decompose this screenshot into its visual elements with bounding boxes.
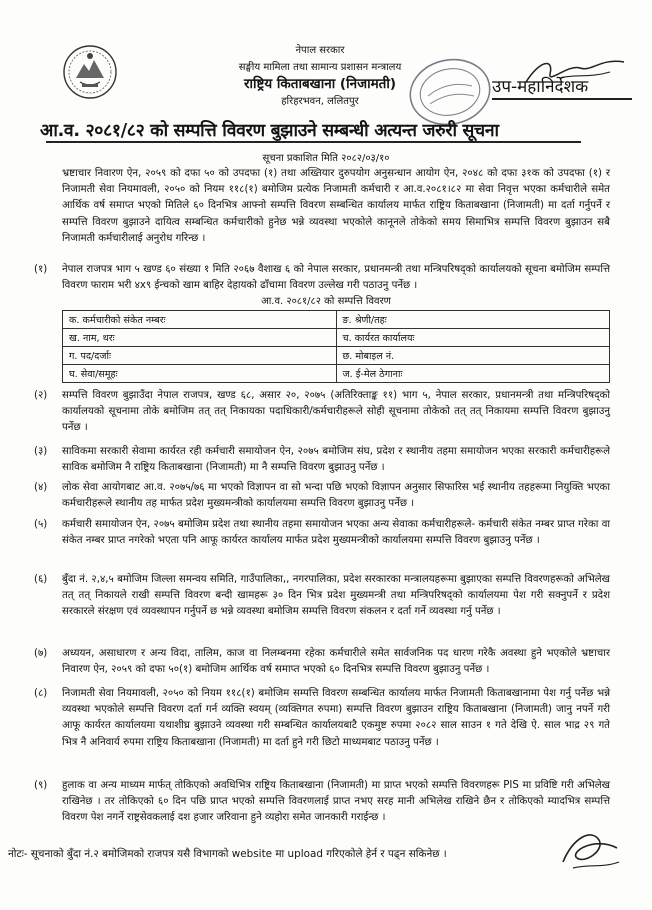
item-number: (६) — [34, 574, 48, 585]
table-cell: च. कार्यरत कार्यालयः — [336, 329, 610, 347]
government-name: नेपाल सरकार — [295, 45, 345, 56]
item-text: अध्ययन, असाधारण र अन्य विदा, तालिम, काज वा निलम्बनमा रहेका कर्मचारीले समेत सार्वजनिक पद धारण गरेकै अवस्था हुने भएकोले भ्रष्टाचार निवारण ऐन, २०५९ को दफा ५०(१) बमोजिम आर्थिक वर्ष समाप्त भएको ६० दिनभित्र सम्पत्ति विवरण बुझाउनु पर्नेछ । — [62, 648, 610, 676]
item-text: निजामती सेवा नियमावली, २०५० को नियम ११८(१) बमोजिम सम्पत्ति विवरण सम्बन्धित कार्यालय मार्फत निजामती किताबखानामा पेश गर्नु पर्नेछ भन्ने व्यवस्था भएकोले सम्पत्ति विवरण दर्ता गर्न व्यक्ति स्वयम् (व्यक्तिगत रुपमा) सम्पत्ति विवरण बुझाउन राष्ट्रिय किताबखाना (निजामती) जानु नपर्ने गरी आफू कार्यरत कार्यालयमा यथाशीघ्र बुझाउने व्यवस्था गरी सम्बन्धित कार्यालयबाटै एकमुष्ट रुपमा २०८२ साल साउन १ गते देखि ऐ. साल भाद्र २९ गते भित्र नै अनिवार्य रुपमा राष्ट्रिय किताबखाना (निजामती) मा दर्ता हुने गरी छिटो माध्यमबाट पठाउनु पर्नेछ । — [62, 688, 610, 748]
office-seal-icon — [398, 50, 498, 128]
item-number: (५) — [34, 519, 48, 530]
intro-paragraph: भ्रष्टाचार निवारण ऐन, २०५९ को दफा ५० को उपदफा (१) तथा अख्तियार दुरुपयोग अनुसन्धान आयोग ऐन, २०४८ को दफा ३१क को उपदफा (१) र निजामती सेवा नियमावली, २०५० को नियम ११८(१) बमोजिम प्रत्येक निजामती कर्मचारी र आ.व.२०८१।८२ मा सेवा निवृत्त भएका कर्मचारीले समेत आर्थिक वर्ष समाप्त भएको मितिले ६० दिनभित्र आफ्नो सम्पत्ति विवरण सम्बन्धित कार्यालय मार्फत राष्ट्रिय किताबखाना (निजामती) मा दर्ता गर्नुपर्ने र सम्पत्ति विवरण बुझाउने दायित्व सम्बन्धित कर्मचारीको हुनेछ भन्ने व्यवस्था भएकोले कानूनले तोकेको समय सिमाभित्र सम्पत्ति विवरण बुझाउन सबै निजामती कर्मचारीलाई अनुरोध गरिन्छ । — [62, 168, 610, 244]
item-number: (९) — [34, 780, 48, 791]
table-row — [63, 347, 610, 365]
item-text: सम्पत्ति विवरण बुझाउँदा नेपाल राजपत्र, खण्ड ६८, असार २०, २०७५ (अतिरिक्ताङ्क ११) भाग ५, नेपाल सरकार, प्रधानमन्त्री तथा मन्त्रिपरिषद्को कार्यालयको सूचनामा तोके बमोजिम तत् तत् निकायका पदाधिकारी/कर्मचारीहरूले सोही सूचनामा तोकेको तत् तत् निकायमा सम्पत्ति विवरण बुझाउनु पर्नेछ । — [62, 390, 610, 434]
item-text: लोक सेवा आयोगबाट आ.व. २०७५/७६ मा भएको विज्ञापन वा सो भन्दा पछि भएको विज्ञापन अनुसार सिफारिस भई स्थानीय तहहरूमा नियुक्ति भएका कर्मचारीहरूले स्थानीय तह मार्फत प्रदेश मुख्यमन्त्रीको कार्यालयमा सम्पत्ति विवरण बुझाउनु पर्नेछ । — [62, 482, 610, 510]
office-name: राष्ट्रिय किताबखाना (निजामती) — [243, 76, 397, 92]
table-cell: ङ. श्रेणी/तहः — [336, 311, 610, 329]
table-row — [63, 365, 610, 383]
item-number: (१) — [34, 264, 48, 275]
item-number: (२) — [34, 390, 48, 401]
asset-details-table — [62, 310, 610, 383]
table-cell: ख. नाम, थरः — [63, 329, 337, 347]
item-text: नेपाल राजपत्र भाग ५ खण्ड ६० संख्या १ मिति २०६७ वैशाख ६ को नेपाल सरकार, प्रधानमन्त्री तथा मन्त्रिपरिषद्को कार्यालयको सूचना बमोजिम सम्पत्ति विवरण फाराम भरी ४x९ ईन्चको खाम बाहिर देहायको ढाँचामा विवरण उल्लेख गरी पठाउनु पर्नेछ । — [62, 264, 610, 292]
signer-title: उप-महानिर्देशक — [492, 77, 589, 97]
table-row — [63, 311, 610, 329]
table-row — [63, 329, 610, 347]
signer-underline — [492, 98, 632, 100]
item-number: (७) — [34, 648, 48, 659]
table-cell: घ. सेवा/समूहः — [63, 365, 337, 383]
table-caption: आ.व. २०८१/८२ को सम्पत्ति विवरण — [261, 296, 391, 307]
item-number: (४) — [34, 482, 48, 493]
item-text: कर्मचारी समायोजन ऐन, २०७५ बमोजिम प्रदेश तथा स्थानीय तहमा समायोजन भएका अन्य सेवाका कर्मचारीहरूले- कर्मचारी संकेत नम्बर प्राप्त गरेका वा संकेत नम्बर प्राप्त नगरेको भएता पनि आफू कार्यरत कार्यालय मार्फत प्रदेश मुख्यमन्त्रीको कार्यालयमा सम्पत्ति विवरण बुझाउनु पर्नेछ । — [62, 519, 610, 547]
table-cell: छ. मोबाइल नं. — [336, 347, 610, 365]
item-number: (८) — [34, 688, 48, 699]
table-cell: ग. पद/दर्जाः — [63, 347, 337, 365]
notice-title: आ.व. २०८१/८२ को सम्पत्ति विवरण बुझाउने सम्बन्धी अत्यन्त जरुरी सूचना — [40, 121, 499, 141]
table-cell: क. कर्मचारीको संकेत नम्बरः — [63, 311, 337, 329]
nepal-emblem-icon — [62, 44, 118, 100]
publication-date: सूचना प्रकाशित मिति २०८२/०३/१० — [262, 153, 390, 164]
item-text: बुँदा नं. २,४,५ बमोजिम जिल्ला समन्वय समिति, गाउँपालिका,, नगरपालिका, प्रदेश सरकारका मन्त्रालयहरूमा बुझाएका सम्पत्ति विवरणहरूको अभिलेख तत् तत् निकायले राखी सम्पत्ति विवरण बन्दी खामहरू ३० दिन भित्र प्रदेश मुख्यमन्त्री तथा मन्त्रिपरिषद्को कार्यालयमा पेश गरी सक्नुपर्ने र प्रदेश सरकारले संरक्षण एवं व्यवस्थापन गर्नुपर्ने छ भन्ने व्यवस्था बमोजिम सम्पत्ति विवरण संकलन र दर्ता गर्ने व्यवस्था गर्नु पर्नेछ । — [62, 574, 610, 618]
title-underline — [46, 141, 581, 143]
footer-note: नोटः- सूचनाको बुँदा नं.२ बमोजिमको राजपत्र यसै विभागको website मा upload गरिएकोले हेर्न र पढ्न सकिनेछ । — [8, 848, 447, 860]
item-text: हुलाक वा अन्य माध्यम मार्फत् तोकिएको अवधिभित्र राष्ट्रिय किताबखाना (निजामती) मा प्राप्त भएको सम्पत्ति विवरणहरू PIS मा प्रविष्टि गरी अभिलेख राखिनेछ । तर तोकिएको ६० दिन पछि प्राप्त भएको सम्पत्ति विवरणलाई प्राप्त नभए सरह मानी अभिलेख राखिने छैन र तोकिएको म्यादभित्र सम्पत्ति विवरण पेश नगर्ने राष्ट्रसेवकलाई दश हजार जरिवाना हुने व्यहोरा समेत जानकारी गराईन्छ । — [62, 780, 610, 824]
item-number: (३) — [34, 446, 48, 457]
item-text: साविकमा सरकारी सेवामा कार्यरत रही कर्मचारी समायोजन ऐन, २०७५ बमोजिम संघ, प्रदेश र स्थानीय तहमा समायोजन भएका सरकारी कर्मचारीहरूले साविक बमोजिम नै राष्ट्रिय किताबखाना (निजामती) मा नै सम्पत्ति विवरण बुझाउनु पर्नेछ । — [62, 446, 610, 474]
table-cell: ज. ई-मेल ठेगानाः — [336, 365, 610, 383]
ministry-name: सङ्घीय मामिला तथा सामान्य प्रशासन मन्त्रालय — [238, 62, 402, 73]
office-address: हरिहरभवन, ललितपुर — [281, 96, 359, 107]
